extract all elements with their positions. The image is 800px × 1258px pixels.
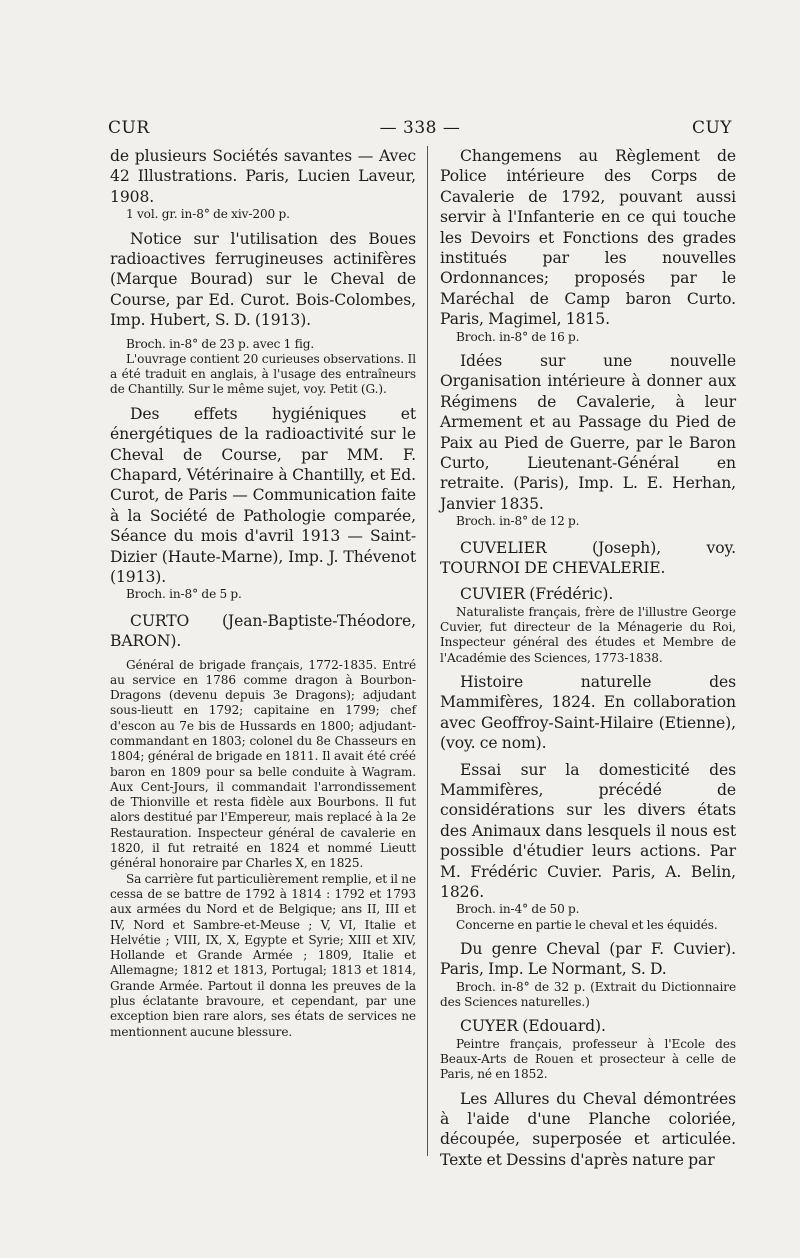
left-entry-8: CURTO (Jean-Baptiste-Théodore, BARON). <box>110 611 416 651</box>
right-entry-6: CUVIER (Frédéric). <box>460 585 614 604</box>
right-entry-8: Histoire naturelle des Mammifères, 1824. En collaboration avec Geoffroy-Saint-Hilaire (Etienne), (voy. ce nom). <box>440 672 736 753</box>
right-entry-12: Du genre Cheval (par F. Cuvier). Paris, Imp. Le Normant, S. D. <box>440 939 736 979</box>
right-column <box>440 146 736 1170</box>
right-entry-1: Changemens au Règlement de Police intérieure des Corps de Cavalerie de 1792, pouvant aussi servir à l'Infanterie en ce qui touche les Devoirs et Fonctions des grades institués par les nouvelles Ordonnances; proposés par le Maréchal de Camp baron Curto. Paris, Magimel, 1815. <box>440 147 736 329</box>
right-entry-2: Broch. in-8° de 16 p. <box>456 329 580 344</box>
left-entry-9: Général de brigade français, 1772-1835. Entré au service en 1786 comme dragon à Bourbon-Dragons (devenu depuis 3e Dragons); adjudant sous-lieutt en 1792; capitaine en 1799; chef d'escon au 7e bis de Hussards en 1800; adjudant-commandant en 1803; colonel du 8e Chasseurs en 1804; général de brigade en 1811. Il avait été créé baron en 1809 pour sa belle conduite à Wagram. Aux Cent-Jours, il commandait l'arrondissement de Thionville et resta fidèle aux Bourbons. Il fut alors destitué par l'Empereur, mais replacé à la 2e Restauration. Inspecteur général de cavalerie en 1820, il fut retraité en 1824 et nommé Lieutt général honoraire par Charles X, en 1825. <box>110 657 416 871</box>
header-right-catchword: CUY <box>691 118 732 138</box>
left-entry-2: 1 vol. gr. in-8° de xiv-200 p. <box>126 207 290 222</box>
left-entry-4: Broch. in-8° de 23 p. avec 1 fig. <box>126 336 315 351</box>
left-entry-6: Des effets hygiéniques et énergétiques de la radioactivité sur le Cheval de Course, par MM. F. Chapard, Vétérinaire à Chantilly, et Ed. Curot, de Paris — Communication faite à la Société de Pathologie comparée, Séance du mois d'avril 1913 — Saint-Dizier (Haute-Marne), Imp. J. Thévenot (1913). <box>110 404 416 586</box>
left-entry-7: Broch. in-8° de 5 p. <box>126 587 242 602</box>
running-header <box>108 118 732 146</box>
right-entry-5: CUVELIER (Joseph), voy. TOURNOI DE CHEVALERIE. <box>440 538 736 577</box>
left-entry-5: L'ouvrage contient 20 curieuses observations. Il a été traduit en anglais, à l'usage des entraîneurs de Chantilly. Sur le même sujet, voy. Petit (G.). <box>110 351 416 397</box>
header-left-catchword: CUR <box>108 118 150 138</box>
right-entry-4: Broch. in-8° de 12 p. <box>456 514 580 529</box>
left-entry-3: Notice sur l'utilisation des Boues radioactives ferrugineuses actinifères (Marque Bourad) sur le Cheval de Course, par Ed. Curot. Bois-Colombes, Imp. Hubert, S. D. (1913). <box>110 229 416 330</box>
column-divider <box>427 146 428 1156</box>
right-entry-9: Essai sur la domesticité des Mammifères, précédé de considérations sur les divers états des Animaux dans lesquels il nous est possible d'étudier leurs actions. Par M. Frédéric Cuvier. Paris, A. Belin, 1826. <box>440 760 736 901</box>
left-entry-1: de plusieurs Sociétés savantes — Avec 42 Illustrations. Paris, Lucien Laveur, 1908. <box>110 147 416 206</box>
right-entry-14: CUYER (Edouard). <box>460 1017 606 1036</box>
right-entry-16: Les Allures du Cheval démontrées à l'aide d'une Planche coloriée, découpée, superposée et articulée. Texte et Dessins d'après nature par <box>440 1089 736 1169</box>
right-entry-7: Naturaliste français, frère de l'illustre George Cuvier, fut directeur de la Ménagerie du Roi, Inspecteur général des études et Membre de l'Académie des Sciences, 1773-1838. <box>440 604 736 665</box>
right-entry-13: Broch. in-8° de 32 p. (Extrait du Dictionnaire des Sciences naturelles.) <box>440 979 736 1010</box>
right-entry-10: Broch. in-4° de 50 p. <box>456 902 580 917</box>
left-column <box>110 146 416 1040</box>
right-entry-11: Concerne en partie le cheval et les équidés. <box>456 917 718 932</box>
left-entry-10: Sa carrière fut particulièrement remplie, et il ne cessa de se battre de 1792 à 1814 : 1792 et 1793 aux armées du Nord et de Belgique; ans II, III et IV, Nord et Sambre-et-Meuse ; V, VI, Italie et Helvétie ; VIII, IX, X, Egypte et Syrie; XIII et XIV, Hollande et Grande Armée ; 1809, Italie et Allemagne; 1812 et 1813, Portugal; 1813 et 1814, Grande Armée. Partout il donna les preuves de la plus éclatante bravoure, et cependant, par une exception bien rare alors, ses états de services ne mentionnent aucune blessure. <box>110 871 416 1039</box>
page-number: — 338 — <box>379 118 461 138</box>
right-entry-15: Peintre français, professeur à l'Ecole des Beaux-Arts de Rouen et prosecteur à celle de Paris, né en 1852. <box>440 1036 736 1082</box>
right-entry-3: Idées sur une nouvelle Organisation intérieure à donner aux Régimens de Cavalerie, à leur Armement et au Passage du Pied de Paix au Pied de Guerre, par le Baron Curto, Lieutenant-Général en retraite. (Paris), Imp. L. E. Herhan, Janvier 1835. <box>440 351 736 513</box>
